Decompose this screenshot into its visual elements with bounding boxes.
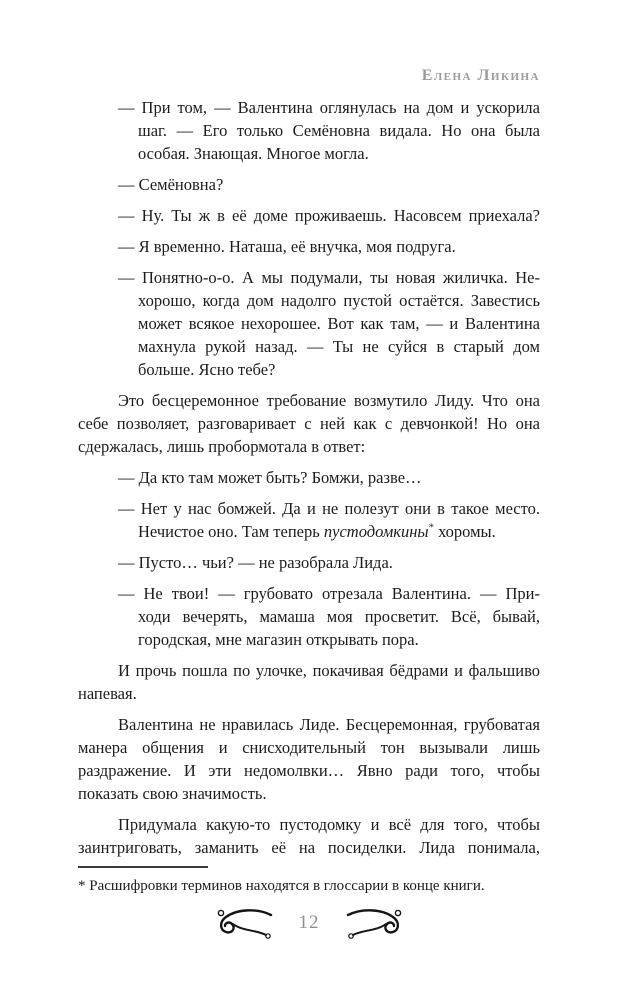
paragraph	[78, 204, 540, 227]
paragraph	[78, 551, 540, 574]
flourish-right-icon	[346, 906, 404, 940]
text-line: напевая.	[78, 684, 137, 703]
text-line: сдержалась, лишь пробормотала в ответ:	[78, 437, 366, 456]
text-line: может всякое нехорошее. Вот как там, — и Валентина	[138, 314, 540, 333]
text-line: ходи вечерять, мамаша моя просветит. Всё, бывай,	[138, 607, 540, 626]
text-line: — Понятно-о-о. А мы подумали, ты новая жиличка. Не-	[118, 268, 540, 287]
paragraph	[78, 389, 540, 458]
text-line: манера общения и снисходительный тон вызывали лишь	[78, 738, 540, 757]
running-header-author: Елена Ликина	[421, 67, 540, 84]
text-line: — Семёновна?	[118, 175, 224, 194]
text-line: особая. Знающая. Многое могла.	[138, 144, 369, 163]
paragraph	[78, 466, 540, 489]
text-line: — Пусто… чьи? — не разобрала Лида.	[118, 553, 393, 572]
paragraph	[78, 96, 540, 165]
text-line: Придумала какую-то пустодомку и всё для того, чтобы	[118, 815, 540, 834]
text-line: городская, мне магазин открывать пора.	[138, 630, 419, 649]
paragraph	[78, 659, 540, 705]
text-line: больше. Ясно тебе?	[138, 360, 276, 379]
text-line: И прочь пошла по улочке, покачивая бёдрами и фальшиво	[118, 661, 540, 680]
flourish-left-icon	[215, 906, 273, 940]
text-line: показать свою значимость.	[78, 784, 267, 803]
footnote	[78, 876, 548, 896]
text-line: Это бесцеремонное требование возмутило Лиду. Что она	[118, 391, 540, 410]
text-line: раздражение. И эти недомолвки… Явно ради того, чтобы	[78, 761, 540, 780]
text-line: себе позволяет, разговаривает с ней как с девчонкой! Но она	[78, 414, 540, 433]
text-line: — При том, — Валентина оглянулась на дом и ускорила	[118, 98, 540, 117]
footnote-text: Расшифровки терминов находятся в глоссарии в конце книги.	[89, 878, 485, 894]
paragraph	[78, 713, 540, 805]
text-block	[78, 96, 540, 859]
footnote-divider	[78, 866, 208, 868]
text-line: — Ну. Ты ж в её доме проживаешь. Насовсем приехала?	[118, 206, 540, 225]
page-number: 12	[298, 912, 320, 933]
text-line: хорошо, когда дом надолго пустой остаётся. Завестись	[138, 291, 540, 310]
text-line: Нечистое оно. Там теперь пустодомкины* хоромы.	[138, 521, 496, 541]
text-line: Валентина не нравилась Лиде. Бесцеремонная, грубоватая	[118, 715, 540, 734]
text-line: — Я временно. Наташа, её внучка, моя подруга.	[118, 237, 456, 256]
text-line: махнула рукой назад. — Ты не суйся в старый дом	[138, 337, 540, 356]
text-line: — Не твои! — грубовато отрезала Валентина. — При-	[118, 584, 540, 603]
paragraph	[78, 582, 540, 651]
paragraph	[78, 497, 540, 543]
page-footer	[78, 906, 540, 940]
text-line: заинтриговать, заманить её на посиделки. Лида понимала,	[78, 838, 540, 857]
footnote-marker: *	[78, 878, 86, 894]
text-line: — Нет у нас бомжей. Да и не полезут они в такое место.	[118, 499, 540, 518]
text-line: шаг. — Его только Семёновна видала. Но она была	[138, 121, 540, 140]
paragraph	[78, 235, 540, 258]
paragraph	[78, 813, 540, 859]
paragraph	[78, 173, 540, 196]
paragraph	[78, 266, 540, 381]
text-line: — Да кто там может быть? Бомжи, разве…	[118, 468, 422, 487]
